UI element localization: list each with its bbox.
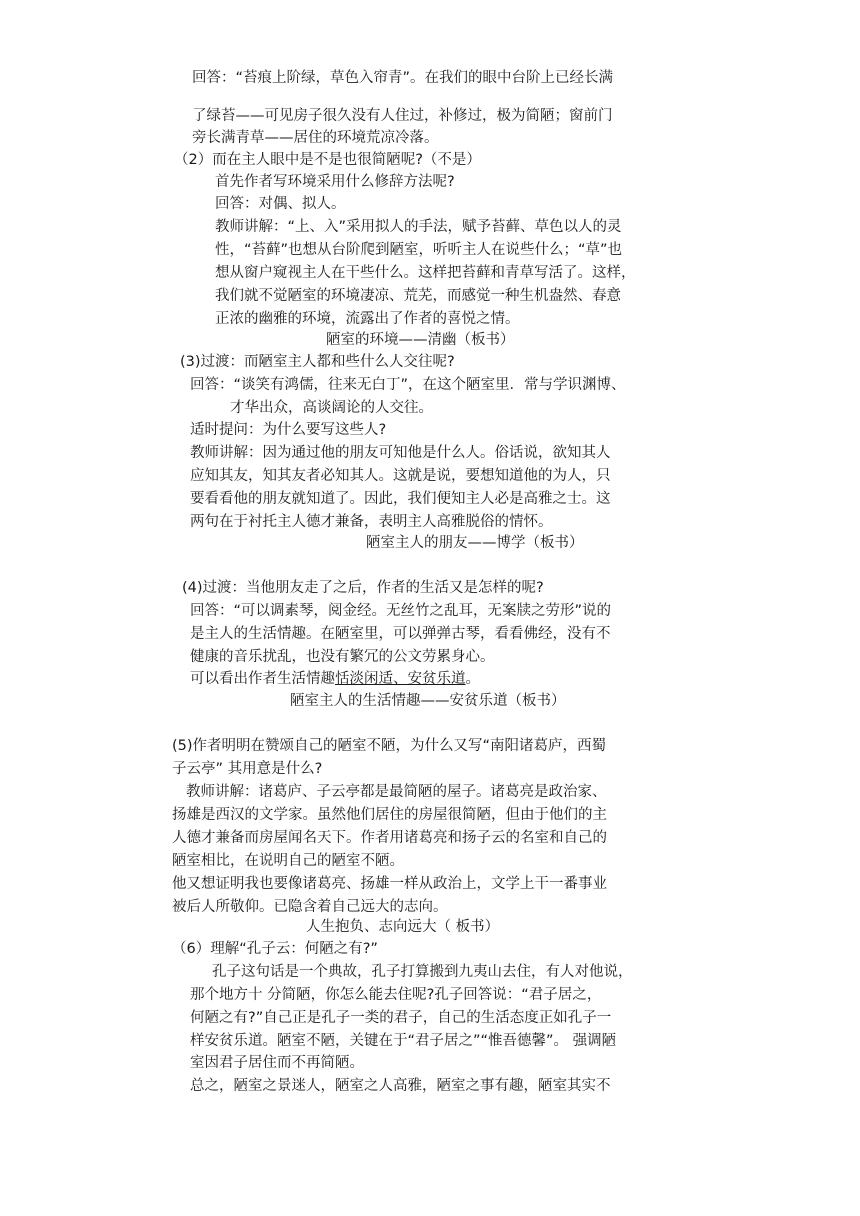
text-line: 是主人的生活情趣。在陋室里，可以弹弹古琴，看看佛经，没有不	[190, 626, 611, 642]
text-line: 才华出众，高谈阔论的人交往。	[230, 400, 433, 416]
text-line	[190, 669, 480, 689]
section-heading-6: （6）理解“孔子云：何陋之有?”	[172, 941, 378, 957]
text-line: 健康的音乐扰乱，也没有繁冗的公文劳累身心。	[190, 649, 495, 665]
section-heading-3: (3)过渡：而陋室主人都和些什么人交往呢?	[180, 354, 455, 370]
text-line: 陋室相比，在说明自己的陋室不陋。	[172, 853, 404, 869]
section-heading-5: (5)作者明明在赞颂自己的陋室不陋，为什么又写“南阳诸葛庐，西蜀	[172, 738, 607, 754]
underlined-phrase: 恬淡闲适、安贫乐道	[335, 671, 466, 687]
text-line: 回答：“谈笑有鸿儒，往来无白丁”，在这个陋室里．常与学识渊博、	[190, 377, 626, 393]
text-line: 被后人所敬仰。已隐含着自己远大的志向。	[172, 899, 448, 915]
text-fragment: 。	[465, 671, 480, 687]
text-line: 何陋之有?”自己正是孔子一类的君子，自己的生活态度正如孔子一	[190, 1010, 612, 1026]
text-line: 正浓的幽雅的环境，流露出了作者的喜悦之情。	[215, 311, 520, 327]
text-line: 孔子这句话是一个典故，孔子打算搬到九夷山去住，有人对他说，	[212, 964, 633, 980]
text-line: 回答：“苔痕上阶绿，草色入帘青”。在我们的眼中台阶上已经长满	[192, 70, 614, 86]
text-line: 教师讲解：因为通过他的朋友可知他是什么人。俗话说，欲知其人	[190, 445, 611, 461]
text-line: 子云亭” 其用意是什么?	[172, 761, 323, 777]
text-line: 旁长满青草——居住的环境荒凉冷落。	[192, 130, 439, 146]
text-line: 想从窗户窥视主人在干些什么。这样把苔藓和青草写活了。这样，	[215, 265, 636, 281]
text-line: 人德才兼备而房屋闻名天下。作者用诸葛亮和扬子云的名室和自己的	[172, 830, 607, 846]
text-line: 适时提问：为什么要写这些人?	[190, 422, 387, 438]
text-line: 那个地方十 分简陋，你怎么能去住呢?孔子回答说：“君子居之，	[190, 987, 602, 1003]
section-heading-4: (4)过渡：当他朋友走了之后，作者的生活又是怎样的呢?	[182, 580, 544, 596]
text-line: 室因君子居住而不再简陋。	[190, 1055, 364, 1071]
text-line: 要看看他的朋友就知道了。因此，我们便知主人必是高雅之士。这	[190, 491, 611, 507]
text-line: 回答：对偶、拟人。	[215, 196, 346, 212]
text-line: 教师讲解：诸葛庐、子云亭都是最简陋的屋子。诸葛亮是政治家、	[186, 784, 607, 800]
board-note: 陋室的环境——清幽（板书）	[326, 332, 515, 348]
text-line: 我们就不觉陋室的环境凄凉、荒芜，而感觉一种生机盎然、春意	[215, 288, 621, 304]
text-line: 首先作者写环境采用什么修辞方法呢?	[215, 174, 455, 190]
text-fragment: 可以看出作者生活情趣	[190, 671, 335, 687]
board-note: 陋室主人的生活情趣——安贫乐道（板书）	[290, 693, 566, 709]
board-note: 陋室主人的朋友——博学（板书）	[366, 535, 584, 551]
section-heading-2: （2）而在主人眼中是不是也很简陋呢?（不是）	[174, 152, 481, 168]
text-line: 两句在于衬托主人德才兼备，表明主人高雅脱俗的情怀。	[190, 514, 553, 530]
board-note: 人生抱负、志向远大（ 板书）	[306, 919, 500, 935]
text-line: 总之，陋室之景迷人，陋室之人高雅，陋室之事有趣，陋室其实不	[190, 1078, 611, 1094]
text-line: 样安贫乐道。陋室不陋，关键在于“君子居之”“惟吾德馨”。 强调陋	[190, 1033, 617, 1049]
text-line: 他又想证明我也要像诸葛亮、扬雄一样从政治上，文学上干一番事业	[172, 876, 607, 892]
text-line: 教师讲解：“上、入”采用拟人的手法，赋予苔藓、草色以人的灵	[215, 219, 622, 235]
text-line: 扬雄是西汉的文学家。虽然他们居住的房屋很简陋，但由于他们的主	[172, 807, 607, 823]
text-line: 了绿苔——可见房子很久没有人住过，补修过，极为简陋；窗前门	[192, 108, 613, 124]
text-line: 回答：“可以调素琴，阅金经。无丝竹之乱耳，无案牍之劳形”说的	[190, 603, 612, 619]
text-line: 应知其友，知其友者必知其人。这就是说，要想知道他的为人，只	[190, 468, 611, 484]
text-line: 性，“苔藓”也想从台阶爬到陋室，听听主人在说些什么；“草”也	[215, 242, 623, 258]
